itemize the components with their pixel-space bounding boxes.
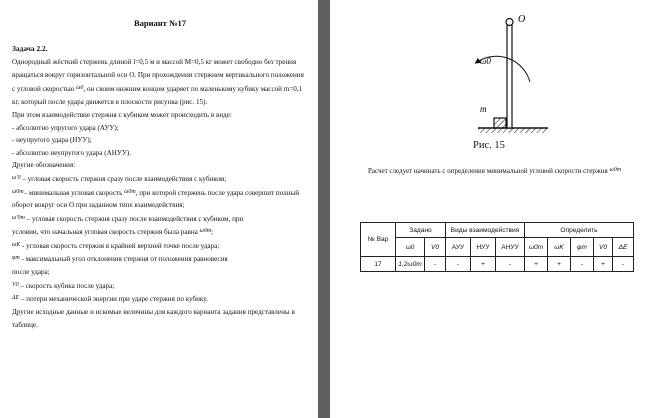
header-types: Виды взаимодействия	[446, 223, 525, 238]
type-perfectly-inelastic: - абсолютно неупругого удара (АНУУ).	[12, 148, 132, 157]
cell-type: +	[471, 257, 496, 272]
notation-symbol: ΔE	[12, 295, 20, 302]
notation-omega-k	[12, 239, 308, 253]
notation-symbol: ω'0m	[12, 214, 25, 221]
cell-find: +	[594, 257, 613, 272]
cell-given: -	[425, 257, 446, 272]
intro-text-2: , он своим нижним концом ударяет по маленькому кубику массой m=0,1 кг, который после удара движется в плоскости рисунка (рис. 15).	[12, 84, 303, 106]
notation-symbol: ω0m	[124, 188, 136, 195]
task-heading: Задача 2.2.	[12, 44, 48, 53]
sub-find: ω0m	[525, 238, 548, 257]
sub-find: ΔE	[613, 238, 634, 257]
notation-text: – потери механической энергии при ударе стержня по кубику.	[20, 295, 208, 304]
closing-text: Другие исходные данные и искомые величины для каждого варианта задания представлены в таблице.	[12, 307, 295, 329]
instruction-symbol: ω0m	[609, 167, 622, 173]
notation-text: условии, что начальная угловая скорость стержня была равна	[12, 228, 198, 237]
intro-symbol: ω0	[76, 84, 84, 91]
notation-text: - максимальный угол отклонения стержня от положения равновесия	[21, 255, 228, 264]
notation-symbol: V0	[12, 281, 19, 288]
notation-symbol: ω0m	[199, 228, 212, 235]
type-elastic: - абсолютно упругого удара (АУУ);	[12, 123, 119, 132]
notation-omega-prime-0	[12, 172, 308, 186]
cell-given: 1,2ω0m	[396, 257, 425, 272]
sub-find: φm	[571, 238, 594, 257]
cube	[494, 118, 506, 128]
pivot-o	[506, 19, 513, 26]
sub-find: V0	[594, 238, 613, 257]
notation-delta-e	[12, 292, 308, 306]
notation-text: , при которой стержень после удара совершит полный	[135, 188, 300, 197]
notation-text: – угловая скорость стержня сразу после взаимодействия с кубиком, при	[26, 214, 244, 223]
header-given: Задано	[396, 223, 446, 238]
notation-phi-m	[12, 252, 308, 266]
header-find: Определить	[525, 223, 634, 238]
variant-table	[360, 222, 634, 272]
instruction-text: Расчет следует начинать с определения минимальной угловой скорости стержня	[368, 167, 608, 175]
right-instruction	[368, 162, 648, 179]
cell-find: -	[613, 257, 634, 272]
notation-symbol: ωK	[12, 241, 21, 248]
notation-v0	[12, 279, 308, 293]
table-row	[361, 257, 634, 272]
interaction-intro: При этом взаимодействие стержня с кубиком может происходить в виде:	[12, 110, 232, 119]
left-page	[0, 0, 318, 418]
ground-hatch	[478, 128, 548, 133]
cell-find: +	[525, 257, 548, 272]
notation-text: - угловая скорость стержня в крайней верхней точке после удара;	[22, 241, 220, 250]
sub-type: АУУ	[446, 238, 471, 257]
notation-text: – скорость кубика после удара;	[20, 281, 115, 290]
problem-intro	[12, 56, 308, 109]
variant-title: Вариант №17	[133, 18, 187, 28]
notation-phi-m-cont: после удара;	[12, 268, 50, 277]
notation-text: – угловая скорость стержня сразу после взаимодействия с кубиком;	[22, 174, 227, 183]
notation-symbol: ω0m	[12, 188, 24, 195]
cell-find: +	[548, 257, 571, 272]
type-inelastic: - неупругого удара (НУУ);	[12, 136, 92, 145]
right-page	[330, 0, 666, 418]
label-o: O	[518, 14, 526, 25]
sub-given: V0	[425, 238, 446, 257]
intro-text-1: Однородный жёсткий стержень длиной l=0,5 м и массой M=0,5 кг может свободно без трения вращаться вокруг горизонтальной оси O. При прохождении стержнем вертикального положения с угловой скоростью	[12, 58, 304, 93]
sub-given: ω0	[396, 238, 425, 257]
other-notations-heading: Другие обозначения:	[12, 161, 76, 170]
figure-15	[330, 0, 666, 160]
label-omega: ω0	[480, 56, 491, 66]
sub-find: ωK	[548, 238, 571, 257]
notation-omega-0m	[12, 186, 308, 200]
notation-symbol: φm	[12, 255, 20, 262]
header-variant: № Вар	[361, 223, 396, 257]
figure-caption: Рис. 15	[473, 140, 505, 151]
sub-type: АНУУ	[496, 238, 525, 257]
label-m: m	[480, 104, 487, 114]
notation-symbol: ω'0	[12, 174, 21, 181]
notation-text: – минимальная угловая скорость	[23, 188, 123, 197]
cell-type: -	[446, 257, 471, 272]
cell-type: -	[496, 257, 525, 272]
cell-variant: 17	[361, 257, 396, 272]
notation-omega-0m-cont: оборот вокруг оси О при заданном типе взаимодействия;	[12, 201, 185, 210]
rod	[507, 24, 512, 128]
notation-omega-prime-0m-cont: условии, что начальная угловая скорость стержня была равна $^{\omega 0m}$;	[12, 228, 214, 237]
notation-omega-prime-0m	[12, 212, 308, 226]
sub-type: НУУ	[471, 238, 496, 257]
cell-find: -	[571, 257, 594, 272]
